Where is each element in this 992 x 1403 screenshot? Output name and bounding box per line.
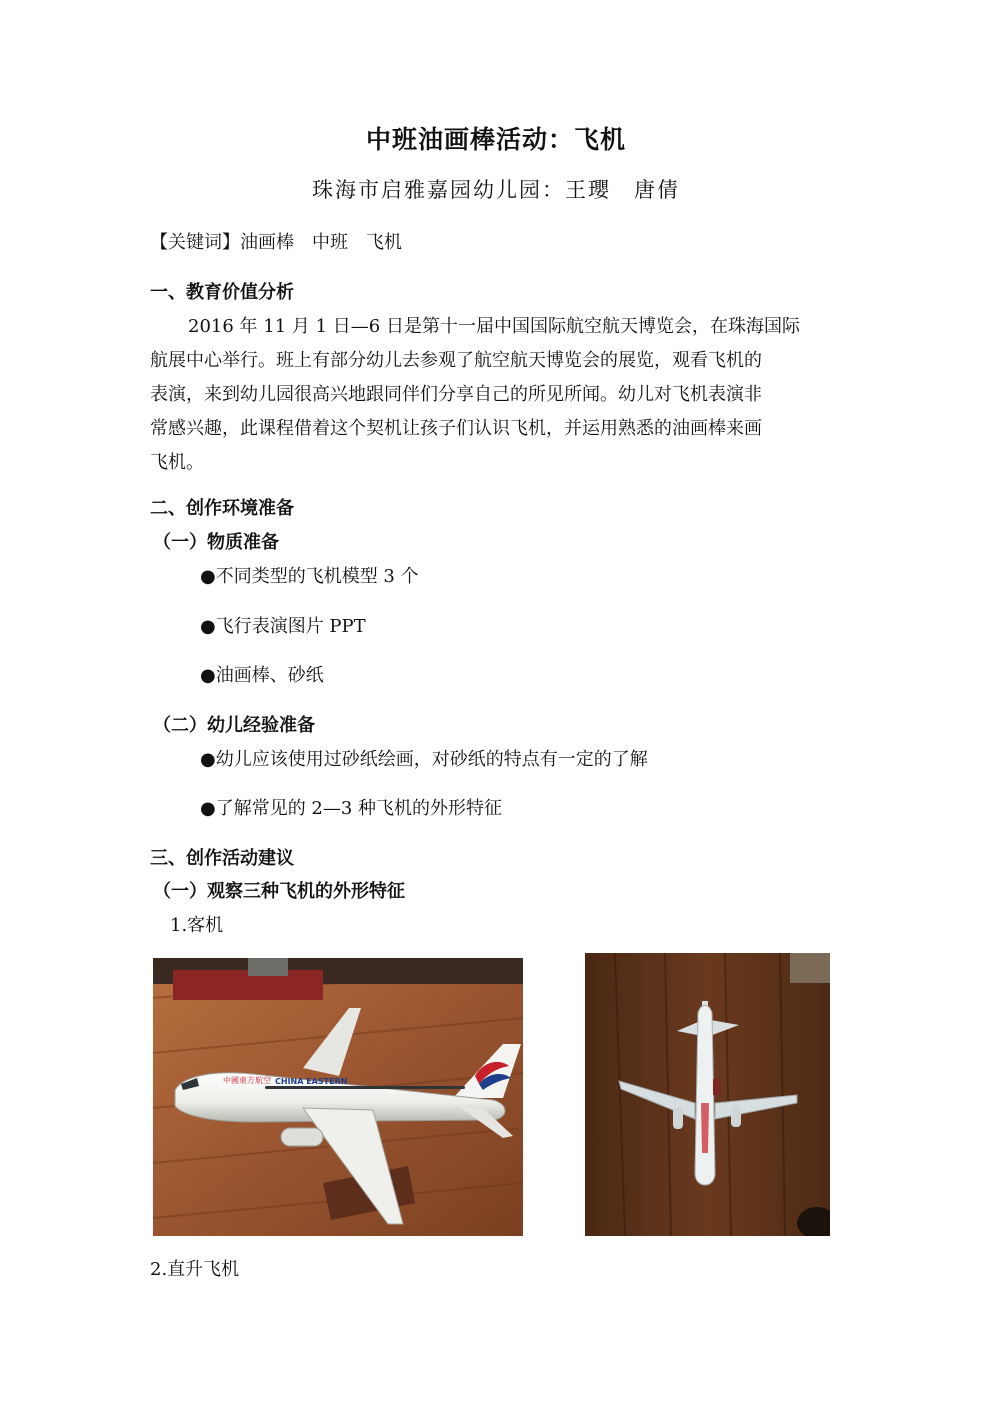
list-item: ●幼儿应该使用过砂纸绘画，对砂纸的特点有一定的了解 — [200, 749, 648, 770]
section2-sub1-heading: （一）物质准备 — [153, 532, 279, 553]
list-item: ●飞行表演图片 PPT — [200, 616, 366, 637]
list-item: ●不同类型的飞机模型 3 个 — [200, 566, 419, 587]
section2-heading: 二、创作环境准备 — [150, 498, 294, 519]
section2-sub2-heading: （二）幼儿经验准备 — [153, 715, 315, 736]
livery-text-cn: 中國東方航空 — [223, 1076, 271, 1085]
item-passenger-plane: 1.客机 — [170, 915, 224, 936]
list-item: ●了解常见的 2—3 种飞机的外形特征 — [200, 798, 503, 819]
photo-passenger-plane-side — [153, 958, 523, 1236]
item-helicopter: 2.直升飞机 — [150, 1259, 240, 1280]
section1-paragraph — [150, 310, 842, 480]
livery-text-en: CHINA EASTERN — [275, 1077, 348, 1086]
paragraph-line: 表演，来到幼儿园很高兴地跟同伴们分享自己的所见所闻。幼儿对飞机表演非 — [150, 384, 762, 405]
section1-heading: 一、教育价值分析 — [150, 282, 294, 303]
author-line: 珠海市启雅嘉园幼儿园：王瓔 唐倩 — [312, 178, 680, 202]
paragraph-line: 航展中心举行。班上有部分幼儿去参观了航空航天博览会的展览，观看飞机的 — [150, 350, 762, 371]
document-title: 中班油画棒活动：飞机 — [365, 125, 626, 154]
paragraph-line: 飞机。 — [150, 452, 204, 473]
keywords-line: 【关键词】油画棒 中班 飞机 — [150, 232, 402, 253]
photo-passenger-plane-top — [585, 953, 830, 1236]
list-item: ●油画棒、砂纸 — [200, 665, 324, 686]
paragraph-line: 2016 年 11 月 1 日—6 日是第十一届中国国际航空航天博览会，在珠海国际 — [188, 316, 800, 337]
paragraph-line: 常感兴趣，此课程借着这个契机让孩子们认识飞机，并运用熟悉的油画棒来画 — [150, 418, 762, 439]
section3-sub1-heading: （一）观察三种飞机的外形特征 — [153, 881, 405, 902]
section3-heading: 三、创作活动建议 — [150, 848, 294, 869]
